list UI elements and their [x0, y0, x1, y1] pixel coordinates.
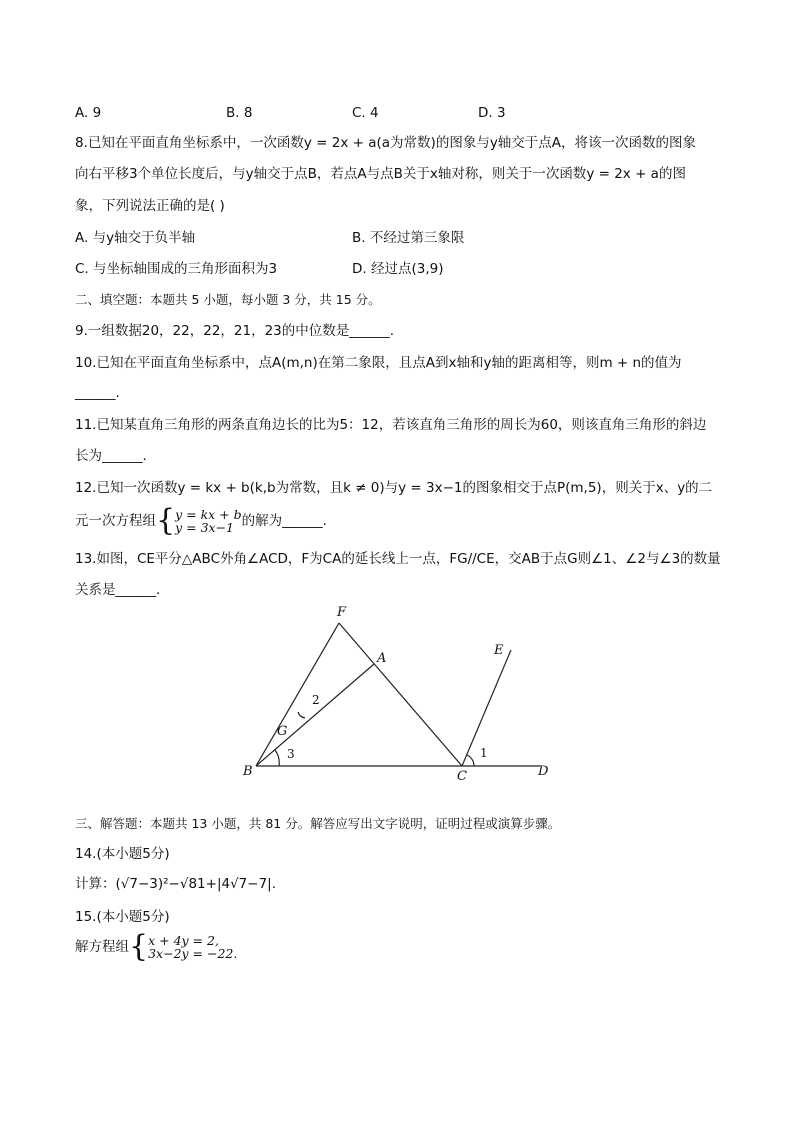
label-d: D	[538, 764, 549, 779]
q11-line-1: 11.已知某直角三角形的两条直角边长的比为5：12，若该直角三角形的周长为60，则该直角三角形的斜边	[75, 417, 707, 433]
q8-line-2: 向右平移3个单位长度后，与y轴交于点B，若点A与点B关于x轴对称，则关于一次函数y = 2x + a的图	[75, 166, 686, 182]
q7-option-b: B. 8	[226, 105, 253, 121]
angle-label-3: 3	[287, 747, 295, 761]
q13-line-2: 关系是______.	[75, 582, 161, 598]
segment-bf	[256, 623, 339, 766]
q14-body: 计算：(√7−3)²−√81+|4√7−7|.	[75, 876, 277, 892]
q12-system-brace: {	[156, 503, 176, 538]
geometry-figure	[0, 600, 794, 800]
section-2-heading: 二、填空题：本题共 5 小题，每小题 3 分，共 15 分。	[75, 292, 381, 307]
q15-system-top: x + 4y = 2,	[148, 933, 219, 948]
angle-arc-1	[467, 755, 474, 766]
angle-label-2: 2	[312, 693, 320, 707]
q7-option-d: D. 3	[478, 105, 506, 121]
q12-system-bottom: y = 3x−1	[175, 520, 235, 535]
q12-line-2	[75, 503, 327, 538]
label-a: A	[377, 651, 387, 666]
q12-line-1: 12.已知一次函数y = kx + b(k,b为常数，且k ≠ 0)与y = 3x−1的图象相交于点P(m,5)，则关于x、y的二	[75, 480, 713, 496]
q12-line-2-post: 的解为______.	[241, 513, 327, 529]
label-g: G	[277, 724, 288, 739]
q12-line-2-pre: 元一次方程组	[75, 513, 156, 529]
q15-system-bottom: 3x−2y = −22.	[148, 946, 238, 961]
q15-system-brace: {	[129, 929, 149, 964]
q8-option-b: B. 不经过第三象限	[352, 230, 465, 246]
q8-option-d: D. 经过点(3,9)	[352, 261, 444, 277]
q7-option-a: A. 9	[75, 105, 102, 121]
q15-heading: 15.(本小题5分)	[75, 909, 170, 925]
q15-system	[148, 934, 237, 960]
label-c: C	[457, 769, 467, 784]
q11-line-2: 长为______.	[75, 448, 147, 464]
angle-arc-2	[298, 712, 305, 718]
q7-option-c: C. 4	[352, 105, 379, 121]
q10-line-2: ______.	[75, 385, 120, 401]
q9-text: 9.一组数据20，22，22，21，23的中位数是______.	[75, 323, 395, 339]
q13-line-1: 13.如图，CE平分△ABC外角∠ACD，F为CA的延长线上一点，FG//CE，交AB于点G则∠1、∠2与∠3的数量	[75, 551, 721, 567]
segment-fc	[339, 623, 462, 766]
label-b: B	[243, 764, 253, 779]
q15-body	[75, 929, 238, 964]
segment-ba	[256, 664, 374, 766]
angle-arc-3	[275, 750, 279, 766]
q8-option-c: C. 与坐标轴围成的三角形面积为3	[75, 261, 278, 277]
label-f: F	[337, 605, 347, 620]
q14-heading: 14.(本小题5分)	[75, 846, 170, 862]
q12-system	[175, 508, 242, 534]
q10-line-1: 10.已知在平面直角坐标系中，点A(m,n)在第二象限，且点A到x轴和y轴的距离相等，则m + n的值为	[75, 355, 682, 371]
q12-system-top: y = kx + b	[175, 507, 242, 522]
label-e: E	[494, 643, 504, 658]
q8-line-3: 象，下列说法正确的是( )	[75, 198, 225, 214]
section-3-heading: 三、解答题：本题共 13 小题，共 81 分。解答应写出文字说明，证明过程或演算步骤。	[75, 816, 561, 831]
q8-line-1: 8.已知在平面直角坐标系中，一次函数y = 2x + a(a为常数)的图象与y轴交于点A，将该一次函数的图象	[75, 135, 697, 151]
q8-option-a: A. 与y轴交于负半轴	[75, 230, 196, 246]
angle-label-1: 1	[480, 746, 488, 760]
q15-pre: 解方程组	[75, 939, 129, 955]
